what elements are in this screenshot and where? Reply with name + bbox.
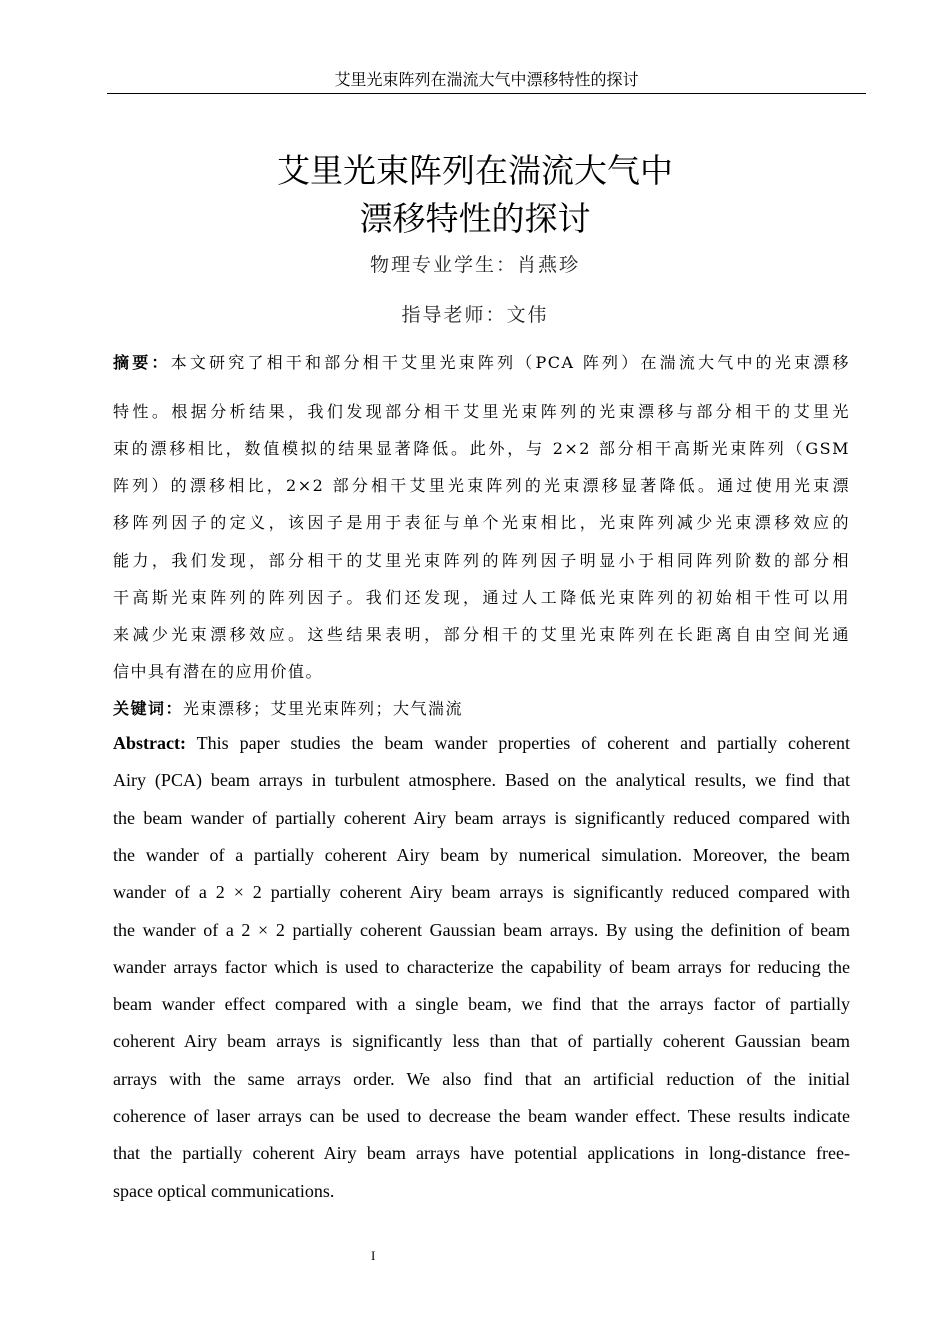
- abstract-line-text: 移阵列因子的定义，该因子是用于表征与单个光束相比，光束阵列减少光束漂移效应的: [113, 513, 850, 532]
- abstract-line: [113, 843, 850, 867]
- abstract-line-text: 来减少光束漂移效应。这些结果表明，部分相干的艾里光束阵列在长距离自由空间光通: [113, 625, 850, 644]
- abstract-line-text: the wander of a 2 × 2 partially coherent Gaussian beam arrays. By using the definition of beam: [113, 919, 850, 940]
- abstract-line: [113, 806, 850, 830]
- abstract-line: [113, 768, 850, 792]
- abstract-line-text: 干高斯光束阵列的阵列因子。我们还发现，通过人工降低光束阵列的初始相干性可以用: [113, 588, 850, 607]
- abstract-line-text: 本文研究了相干和部分相干艾里光束阵列（PCA 阵列）在湍流大气中的光束漂移: [170, 353, 850, 372]
- abstract-label: 摘要：: [113, 353, 171, 372]
- abstract-line: [113, 955, 850, 979]
- abstract-line: [113, 586, 850, 610]
- abstract-line: [113, 437, 850, 461]
- abstract-line: [113, 992, 850, 1016]
- abstract-line-text: arrays with the same arrays order. We also find that an artificial reduction of the initial: [113, 1068, 850, 1089]
- title-line-2: 漂移特性的探讨: [359, 199, 591, 238]
- abstract-line-text: the wander of a partially coherent Airy beam by numerical simulation. Moreover, the beam: [113, 844, 850, 865]
- abstract-line-text: 能力，我们发现，部分相干的艾里光束阵列的阵列因子明显小于相同阵列阶数的部分相: [113, 551, 850, 570]
- abstract-line: [113, 918, 850, 942]
- abstract-line-text: 特性。根据分析结果，我们发现部分相干艾里光束阵列的光束漂移与部分相干的艾里光: [113, 402, 850, 421]
- keywords: [113, 697, 850, 721]
- abstract-line: [113, 351, 850, 375]
- abstract-line: [113, 474, 850, 498]
- abstract-line-text: This paper studies the beam wander properties of coherent and partially coherent: [196, 733, 850, 753]
- abstract-line: [113, 1067, 850, 1091]
- abstract-line: [113, 549, 850, 573]
- abstract-line: [113, 1029, 850, 1053]
- abstract-line: [113, 511, 850, 535]
- abstract-line: [113, 1141, 850, 1165]
- abstract-line-text: coherence of laser arrays can be used to decrease the beam wander effect. These results indicate: [113, 1106, 850, 1126]
- abstract-line-text: the beam wander of partially coherent Airy beam arrays is significantly reduced compared with: [113, 807, 850, 828]
- abstract-line: [113, 731, 850, 755]
- abstract-line: [113, 660, 850, 684]
- abstract-line: [113, 1179, 850, 1203]
- abstract-line: [113, 400, 850, 424]
- page-number: I: [371, 1248, 376, 1263]
- keywords-text: 光束漂移；艾里光束阵列；大气湍流: [183, 699, 464, 718]
- abstract-label: Abstract:: [113, 733, 186, 753]
- abstract-line-text: Airy (PCA) beam arrays in turbulent atmosphere. Based on the analytical results, we find that: [113, 770, 850, 791]
- abstract-line-text: space optical communications.: [113, 1180, 335, 1201]
- author: 物理专业学生：肖燕珍: [369, 254, 580, 276]
- title-line-1: 艾里光束阵列在湍流大气中: [277, 151, 673, 190]
- abstract-line: [113, 623, 850, 647]
- advisor: 指导老师：文伟: [401, 304, 549, 326]
- abstract-line-text: 阵列）的漂移相比，2×2 部分相干艾里光束阵列的光束漂移显著降低。通过使用光束漂: [113, 476, 850, 495]
- abstract-line-text: wander arrays factor which is used to characterize the capability of beam arrays for reducing the: [113, 956, 850, 977]
- abstract-line-text: that the partially coherent Airy beam arrays have potential applications in long-distance free-: [113, 1143, 850, 1164]
- abstract-line-text: 信中具有潜在的应用价值。: [113, 662, 324, 681]
- abstract-line-text: beam wander effect compared with a single beam, we find that the arrays factor of partially: [113, 994, 850, 1015]
- abstract-line: [113, 1104, 850, 1128]
- keywords-label: 关键词：: [113, 699, 184, 718]
- abstract-line-text: 束的漂移相比，数值模拟的结果显著降低。此外，与 2×2 部分相干高斯光束阵列（GSM: [113, 439, 850, 458]
- abstract-line-text: coherent Airy beam arrays is significantly less than that of partially coherent Gaussian beam: [113, 1031, 850, 1052]
- abstract-line: [113, 880, 850, 904]
- abstract-line-text: wander of a 2 × 2 partially coherent Airy beam arrays is significantly reduced compared with: [113, 882, 850, 903]
- running-header: 艾里光束阵列在湍流大气中漂移特性的探讨: [107, 70, 866, 94]
